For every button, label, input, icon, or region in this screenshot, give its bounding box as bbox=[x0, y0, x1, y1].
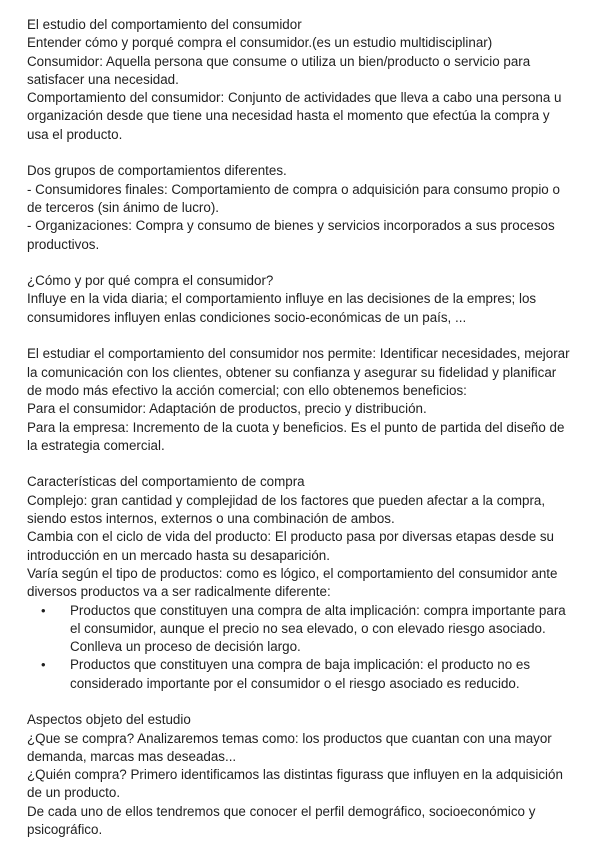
why-title: ¿Cómo y por qué compra el consumidor? bbox=[27, 273, 274, 289]
why-text: Influye en la vida diaria; el comportamiento influye en las decisiones de la empres; los consumidores influyen enlas condiciones socio-económicas de un país, ... bbox=[27, 291, 537, 325]
benefits-consumer: Para el consumidor: Adaptación de productos, precio y distribución. bbox=[27, 401, 427, 417]
groups-item-organizations: - Organizaciones: Compra y consumo de bienes y servicios incorporados a sus procesos productivos. bbox=[27, 218, 555, 252]
bullet-icon: • bbox=[41, 602, 46, 618]
document-body bbox=[27, 16, 572, 839]
aspects-what: ¿Que se compra? Analizaremos temas como: los productos que cuantan con una mayor demanda, marcas mas deseadas... bbox=[27, 730, 552, 764]
groups-item-final-consumers: - Consumidores finales: Comportamiento de compra o adquisición para consumo propio o de terceros (sin ánimo de lucro). bbox=[27, 181, 560, 215]
involvement-list bbox=[27, 602, 572, 693]
characteristics-complex: Complejo: gran cantidad y complejidad de los factores que pueden afectar a la compra, siendo estos internos, externos o una combinación de ambos. bbox=[27, 492, 546, 527]
benefits-text: El estudiar el comportamiento del consumidor nos permite: Identificar necesidades, mejorar la comunicación con los clientes, obtener su confianza y asegurar su fidelidad y planificar de modo más efectivo la acción comercial; con ello obtenemos beneficios: bbox=[27, 346, 570, 398]
bullet-icon: • bbox=[41, 657, 46, 673]
groups-title: Dos grupos de comportamientos diferentes. bbox=[27, 163, 287, 179]
list-item-text: Productos que constituyen una compra de baja implicación: el producto no es considerado importante por el consumidor o el riesgo asociado es reducido. bbox=[70, 657, 531, 691]
paragraph-gap bbox=[27, 144, 572, 162]
intro-title: El estudio del comportamiento del consumidor bbox=[27, 17, 302, 32]
characteristics-lifecycle: Cambia con el ciclo de vida del producto: El producto pasa por diversas etapas desde su introducción en un mercado hasta su desaparición. bbox=[27, 529, 555, 563]
aspects-profile: De cada uno de ellos tendremos que conocer el perfil demográfico, socioeconómico y psicográfico. bbox=[27, 803, 536, 838]
paragraph-gap bbox=[27, 693, 572, 711]
list-item-low-involvement bbox=[27, 656, 572, 693]
paragraph-gap bbox=[27, 254, 572, 272]
intro-line-purpose: Entender cómo y porqué compra el consumidor.(es un estudio multidisciplinar) bbox=[27, 35, 493, 51]
aspects-title: Aspectos objeto del estudio bbox=[27, 712, 191, 728]
characteristics-varies: Varía según el tipo de productos: como es lógico, el comportamiento del consumidor ante diversos productos va a ser radicalmente diferente: bbox=[27, 565, 558, 600]
paragraph-gap bbox=[27, 455, 572, 473]
intro-line-consumer-definition: Consumidor: Aquella persona que consume o utiliza un bien/producto o servicio para satisfacer una necesidad. bbox=[27, 53, 531, 87]
list-item-text: Productos que constituyen una compra de alta implicación: compra importante para el consumidor, aunque el precio no sea elevado, o con elevado riesgo asociado. Conlleva un proceso de decisión largo. bbox=[70, 602, 566, 655]
paragraph-gap bbox=[27, 327, 572, 345]
benefits-company: Para la empresa: Incremento de la cuota y beneficios. Es el punto de partida del diseño de la estrategia comercial. bbox=[27, 419, 565, 453]
intro-line-behavior-definition: Comportamiento del consumidor: Conjunto de actividades que lleva a cabo una persona u organización desde que tiene una necesidad hasta el momento que efectúa la compra y usa el producto. bbox=[27, 90, 562, 142]
characteristics-title: Características del comportamiento de compra bbox=[27, 474, 305, 490]
list-item-high-involvement bbox=[27, 602, 572, 657]
aspects-who: ¿Quién compra? Primero identificamos las distintas figurass que influyen en la adquisición de un producto. bbox=[27, 767, 563, 801]
